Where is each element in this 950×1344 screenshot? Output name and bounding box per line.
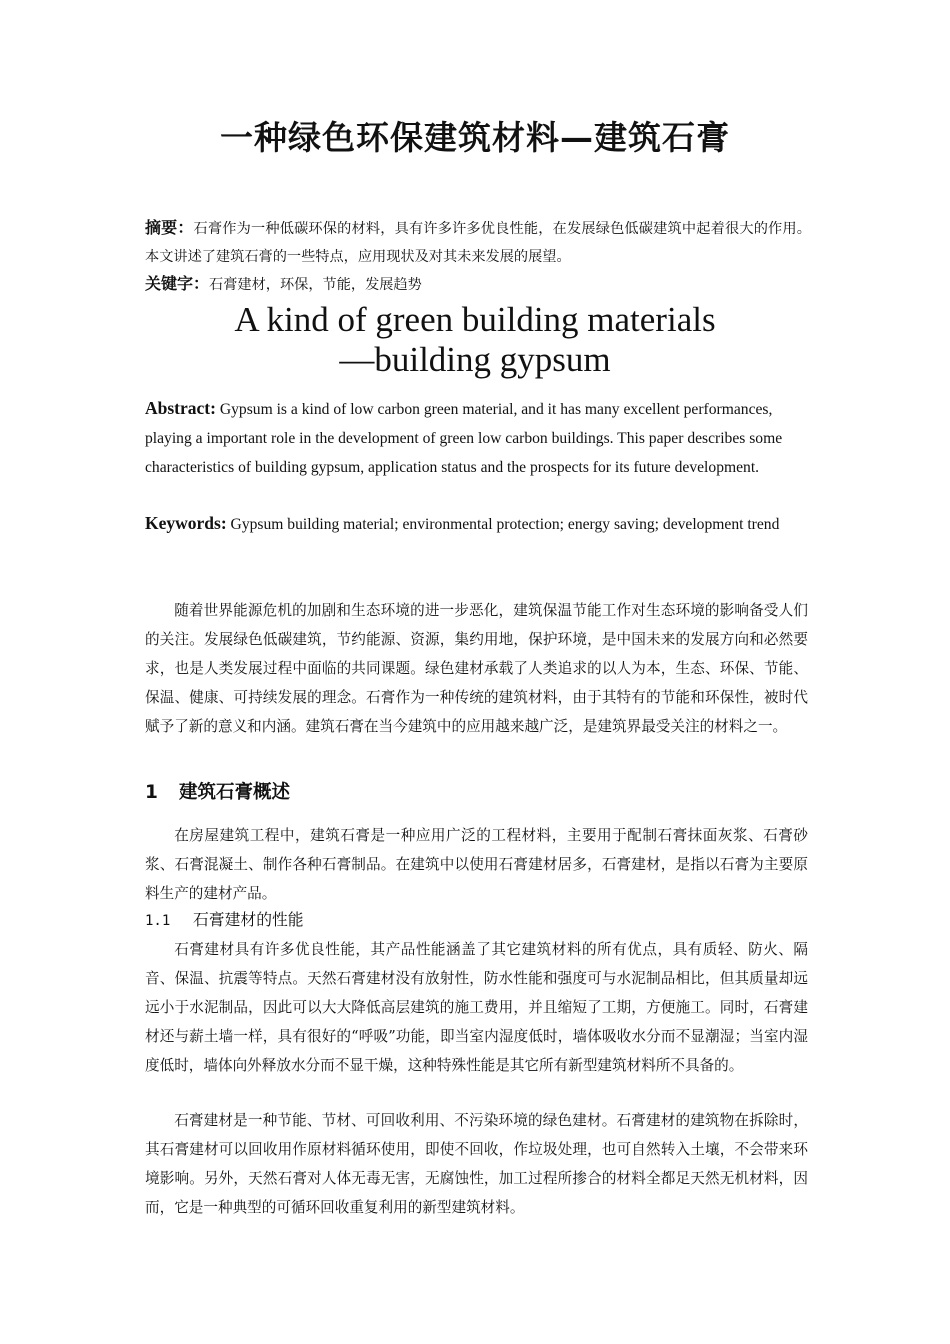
abstract-english [145,394,805,482]
section-1-number: 1 [145,782,158,803]
keywords-chinese-text: 石膏建材，环保，节能，发展趋势 [209,277,422,293]
section-1-title: 建筑石膏概述 [179,782,291,803]
title-chinese: 一种绿色环保建筑材料—建筑石膏 [220,118,730,157]
abstract-english-text: Gypsum is a kind of low carbon green material, and it has many excellent performances, playing a important role in the development of green low carbon buildings. This paper describes some characteristics of building gypsum, application status and the prospects for its future development. [145,401,783,476]
abstract-chinese-label: 摘要： [145,218,194,237]
intro-paragraph: 随着世界能源危机的加剧和生态环境的进一步恶化，建筑保温节能工作对生态环境的影响备受人们的关注。发展绿色低碳建筑，节约能源、资源，集约用地，保护环境，是中国未来的发展方向和必然要求，也是人类发展过程中面临的共同课题。绿色建材承载了人类追求的以人为本，生态、环保、节能、保温、健康、可持续发展的理念。石膏作为一种传统的建筑材料，由于其特有的节能和环保性，被时代赋予了新的意义和内涵。建筑石膏在当今建筑中的应用越来越广泛，是建筑界最受关注的材料之一。 [145,602,808,735]
section-1-1-heading [145,906,808,935]
section-1-1-number: 1.1 [145,913,171,929]
keywords-chinese [145,270,811,299]
keywords-chinese-label: 关键字： [145,274,210,293]
section-1-1-paragraph-1: 石膏建材具有许多优良性能，其产品性能涵盖了其它建筑材料的所有优点，具有质轻、防火、隔音、保温、抗震等特点。天然石膏建材没有放射性，防水性能和强度可与水泥制品相比，但其质量却远远小于水泥制品，因此可以大大降低高层建筑的施工费用，并且缩短了工期，方便施工。同时，石膏建材还与薪土墙一样，具有很好的“呼吸”功能，即当室内湿度低时，墙体吸收水分而不显潮湿；当室内湿度低时，墙体向外释放水分而不显干燥，这种特殊性能是其它所有新型建筑材料所不具备的。 [145,941,808,1074]
section-1-heading [145,778,808,808]
section-1-1-paragraph-2: 石膏建材是一种节能、节材、可回收利用、不污染环境的绿色建材。石膏建材的建筑物在拆除时，其石膏建材可以回收用作原材料循环使用，即使不回收，作垃圾处理，也可自然转入土壤，不会带来环境影响。另外，天然石膏对人体无毒无害，无腐蚀性，加工过程所掺合的材料全都足天然无机材料，因而，它是一种典型的可循环回收重复利用的新型建筑材料。 [145,1112,808,1216]
section-1-paragraph: 在房屋建筑工程中，建筑石膏是一种应用广泛的工程材料，主要用于配制石膏抹面灰浆、石膏砂浆、石膏混凝土、制作各种石膏制品。在建筑中以使用石膏建材居多，石膏建材，是指以石膏为主要原料生产的建材产品。 [145,827,808,902]
title-english-line2: —building gypsum [339,340,611,379]
title-english-line1: A kind of green building materials [234,300,716,339]
section-1-1-title: 石膏建材的性能 [193,910,304,929]
keywords-english-label: Keywords: [145,513,227,533]
abstract-chinese-text: 石膏作为一种低碳环保的材料，具有许多许多优良性能，在发展绿色低碳建筑中起着很大的作用。本文讲述了建筑石膏的一些特点，应用现状及对其未来发展的展望。 [145,221,811,265]
keywords-english [145,509,805,539]
title-english [0,300,950,380]
abstract-chinese [145,214,811,271]
abstract-english-label: Abstract: [145,398,216,418]
keywords-english-text: Gypsum building material; environmental protection; energy saving; development trend [226,516,780,533]
